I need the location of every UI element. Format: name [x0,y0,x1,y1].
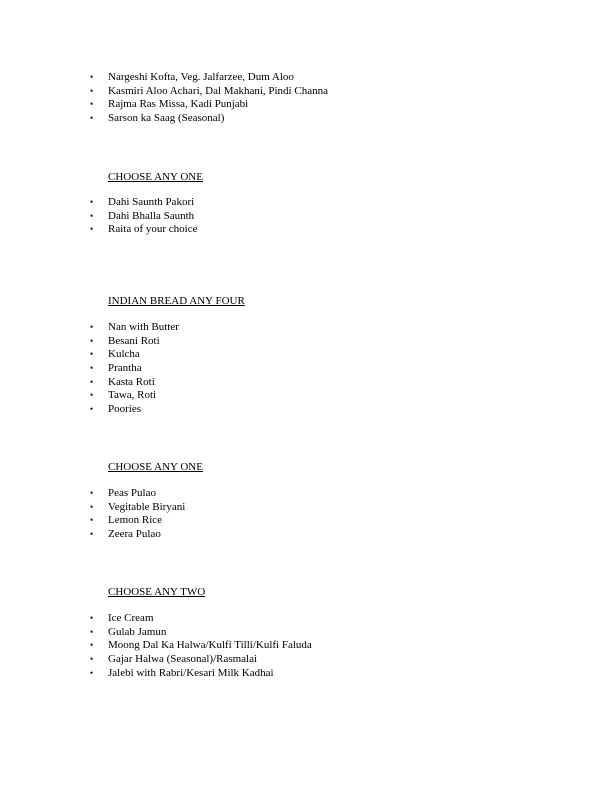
list-item: • Sarson ka Saag (Seasonal) [90,112,225,125]
bread-list [90,321,179,417]
list-item: • Lemon Rice [90,514,163,527]
section-heading: CHOOSE ANY TWO [108,586,206,598]
bullet-icon: • [90,210,94,221]
bullet-icon: • [90,529,94,540]
list-item: • Kasmiri Aloo Achari, Dal Makhani, Pindi Channa [90,84,328,97]
list-item: • Tawa, Roti [90,389,157,402]
list-item: • Peas Pulao [90,487,156,499]
bullet-icon: • [90,667,94,678]
list-item: • Nargeshi Kofta, Veg. Jalfarzee, Dum Aloo [90,71,294,83]
bullet-icon: • [90,113,94,124]
raita-list [90,196,198,237]
list-item: • Vegitable Biryani [90,500,186,513]
bullet-icon: • [90,85,94,96]
list-item: • Prantha [90,362,142,375]
bullet-icon: • [90,224,94,235]
bullet-icon: • [90,654,94,665]
list-item: • Kasta Roti [90,375,155,388]
list-item: • Gajar Halwa (Seasonal)/Rasmalai [90,653,258,666]
bullet-icon: • [90,515,94,526]
list-item: • Zeera Pulao [90,528,161,541]
bullet-icon: • [90,363,94,374]
list-item: • Rajma Ras Missa, Kadi Punjabi [90,98,249,111]
bullet-icon: • [90,640,94,651]
list-item: • Kulcha [90,348,140,361]
bullet-icon: • [90,390,94,401]
list-item: • Jalebi with Rabri/Kesari Milk Kadhai [90,666,274,679]
bullet-icon: • [90,349,94,360]
bullet-icon: • [90,613,94,623]
section-heading: CHOOSE ANY ONE [108,171,203,183]
main-course-list [90,71,328,126]
list-item: • Gulab Jamun [90,625,167,638]
list-item: • Nan with Butter [90,321,179,333]
list-item: • Ice Cream [90,612,154,624]
bullet-icon: • [90,626,94,637]
bullet-icon: • [90,72,94,82]
list-item: • Dahi Saunth Pakori [90,196,195,208]
list-item: • Moong Dal Ka Halwa/Kulfi Tilli/Kulfi Faluda [90,639,312,652]
list-item: • Poories [90,403,141,416]
rice-list [90,487,185,542]
bullet-icon: • [90,99,94,110]
bullet-icon: • [90,404,94,415]
list-item: • Raita of your choice [90,223,198,236]
list-item: • Dahi Bhalla Saunth [90,209,195,222]
bullet-icon: • [90,488,94,498]
bullet-icon: • [90,197,94,207]
bullet-icon: • [90,501,94,512]
bullet-icon: • [90,376,94,387]
section-heading: INDIAN BREAD ANY FOUR [108,295,245,307]
list-item: • Besani Roti [90,334,160,347]
bullet-icon: • [90,322,94,332]
dessert-list [90,612,312,680]
bullet-icon: • [90,335,94,346]
section-heading: CHOOSE ANY ONE [108,461,203,473]
